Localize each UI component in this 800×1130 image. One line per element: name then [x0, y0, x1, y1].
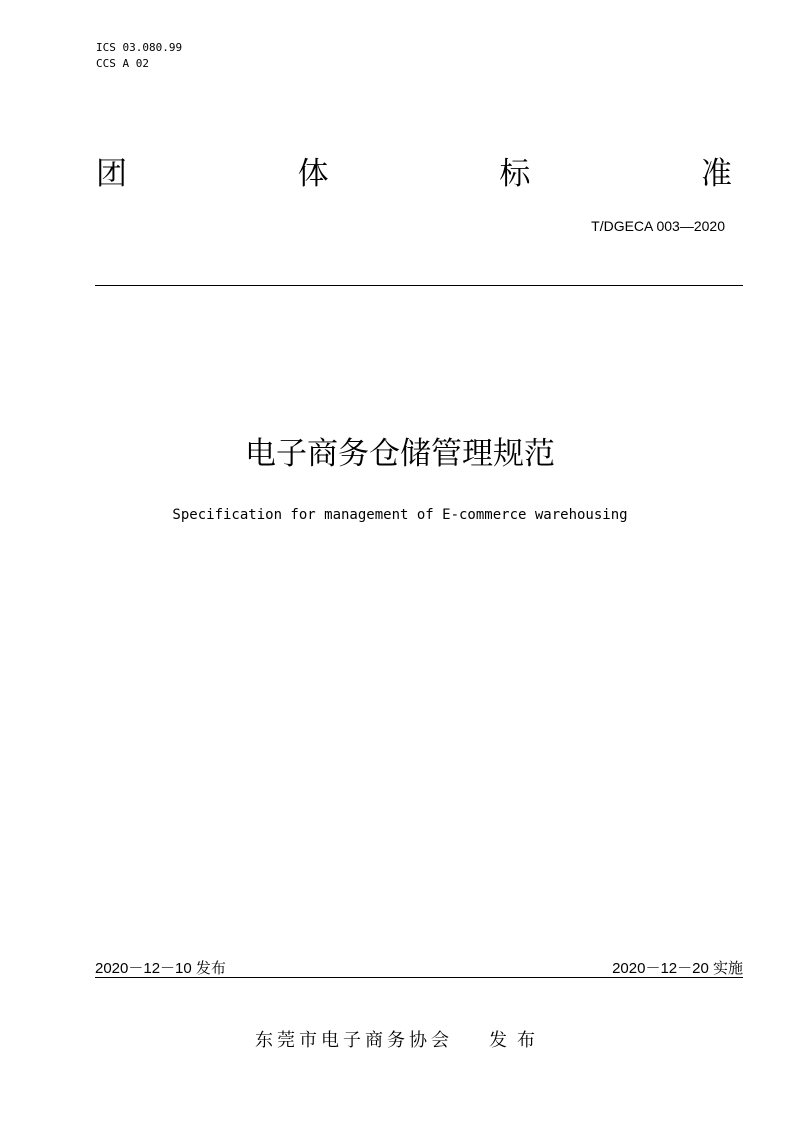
standard-type-char: 团: [96, 156, 127, 192]
issuer-organization: 东莞市电子商务协会: [255, 1030, 453, 1051]
header-divider: [95, 285, 743, 286]
issuer-action: 发布: [489, 1030, 545, 1051]
document-title: 电子商务仓储管理规范: [245, 436, 555, 472]
ics-code: ICS 03.080.99: [96, 41, 183, 54]
standard-type-char: 体: [297, 156, 329, 192]
standard-type-char: 标: [499, 156, 531, 192]
standard-type-char: 准: [700, 156, 732, 192]
issue-date: 2020－12－10 发布: [95, 960, 226, 977]
issuer-line: [0, 1028, 800, 1054]
standard-number: T/DGECA 003—2020: [591, 218, 725, 234]
document-title-english: Specification for management of E-commerce warehousing: [172, 507, 628, 523]
implementation-date: 2020－12－20 实施: [612, 960, 743, 977]
classification-codes: [96, 40, 182, 72]
ccs-code: CCS A 02: [96, 57, 149, 70]
footer-divider: [95, 977, 743, 978]
standard-type: [96, 152, 732, 196]
